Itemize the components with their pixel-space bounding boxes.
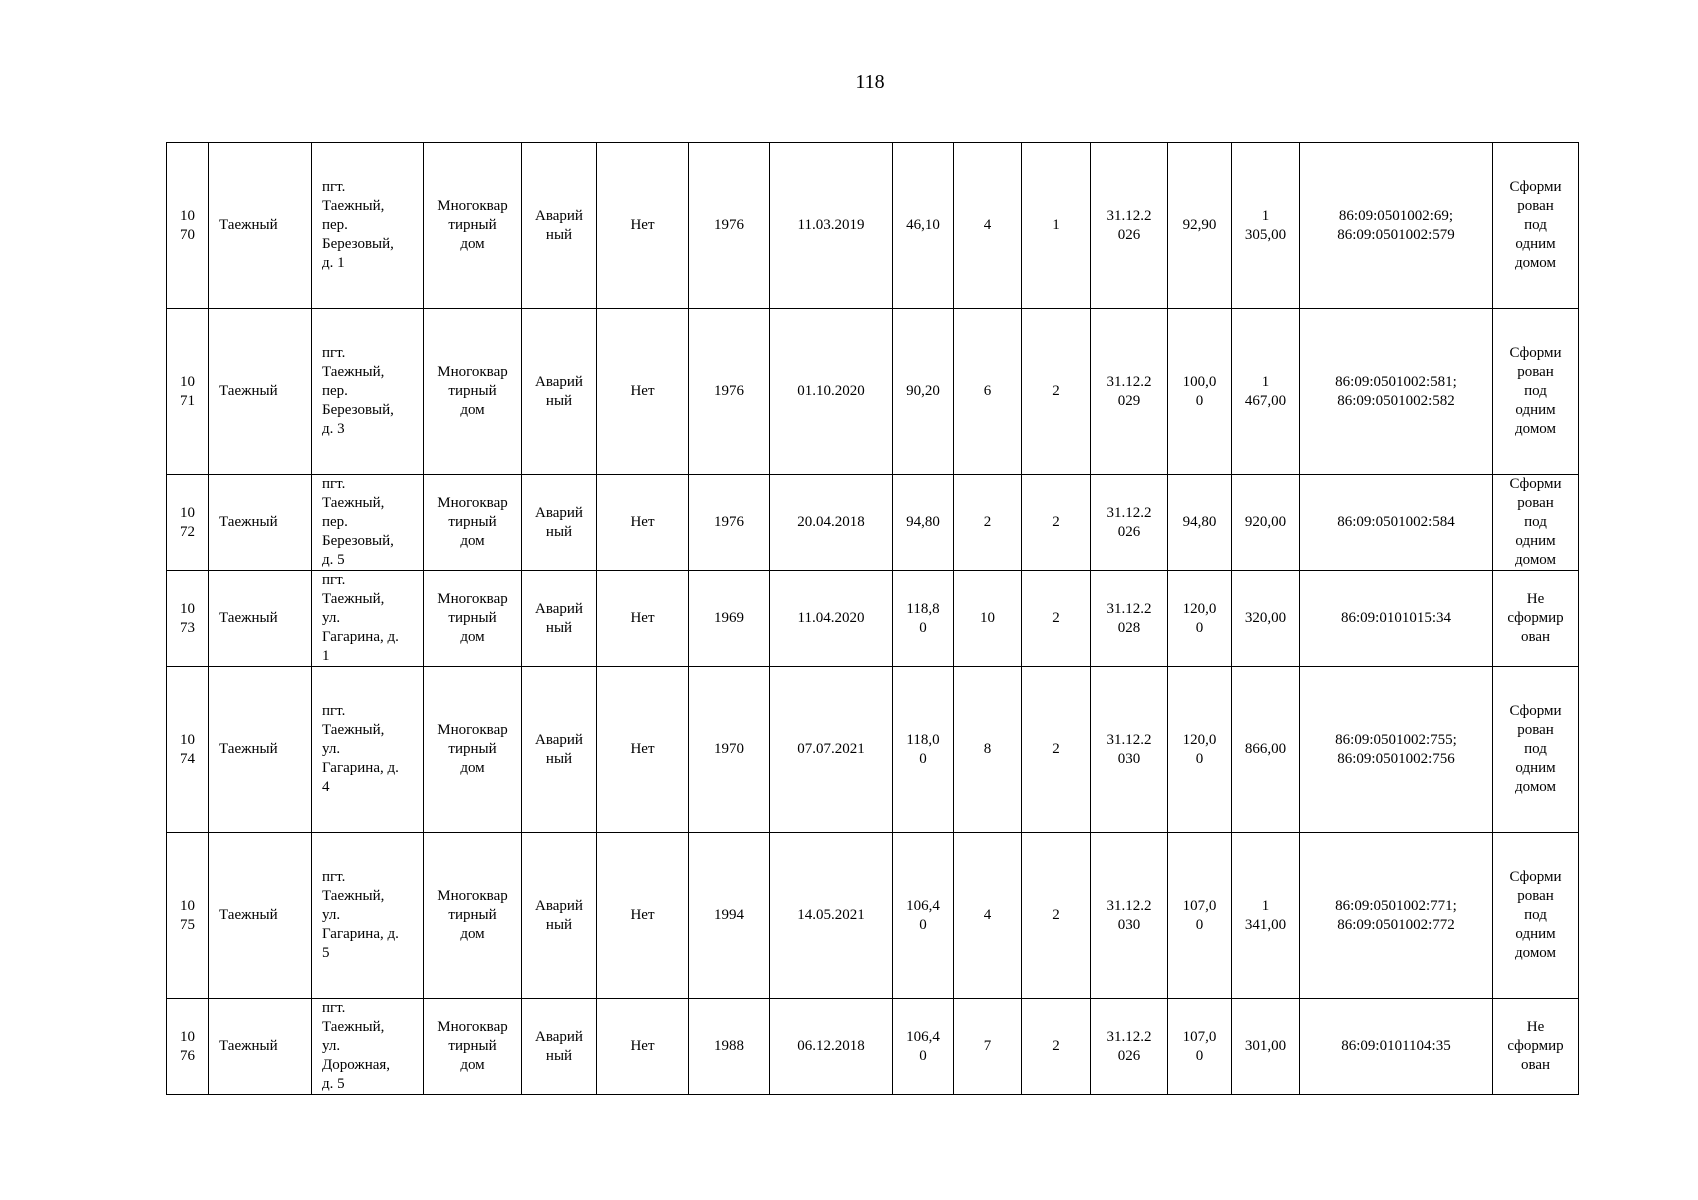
land-status-cell-line: домом <box>1514 779 1557 795</box>
settlement-cell: Таежный <box>209 571 312 667</box>
settlement-cell: Таежный <box>209 475 312 571</box>
address-cell-line: Таежный, <box>322 364 385 380</box>
deadline-cell-line: 029 <box>1117 392 1141 409</box>
building-type-cell-line: Многоквар <box>437 722 508 738</box>
address-cell-line: Таежный, <box>322 722 385 738</box>
recognition-date-cell: 11.04.2020 <box>770 571 893 667</box>
cost-cell <box>1232 475 1300 571</box>
row-number-cell <box>167 999 209 1095</box>
land-status-cell-line: домом <box>1514 945 1557 961</box>
table-row <box>167 571 1579 667</box>
cost-cell-line: 1 <box>1261 897 1270 914</box>
building-type-cell-line: тирный <box>448 1038 497 1054</box>
cadastral-number-cell <box>1300 999 1493 1095</box>
area-total-cell <box>1168 143 1232 309</box>
land-status-cell-line: рован <box>1517 495 1554 511</box>
residents-cell: 8 <box>954 667 1022 833</box>
land-status-cell <box>1493 475 1579 571</box>
area-cell <box>893 833 954 999</box>
row-number-cell-line: 76 <box>180 1047 195 1064</box>
condition-cell-line: ный <box>545 523 573 540</box>
condition-cell-line: Аварий <box>535 373 583 390</box>
address-cell <box>312 833 424 999</box>
area-cell-line: 90,20 <box>906 383 940 399</box>
building-type-cell-line: дом <box>460 760 485 776</box>
flag-cell: Нет <box>597 999 689 1095</box>
condition-cell-line: ный <box>545 619 573 636</box>
flag-cell: Нет <box>597 571 689 667</box>
condition-cell <box>522 309 597 475</box>
cadastral-number-cell <box>1300 309 1493 475</box>
row-number-cell <box>167 309 209 475</box>
area-total-cell <box>1168 999 1232 1095</box>
units-cell: 2 <box>1022 571 1091 667</box>
row-number-cell-line: 10 <box>180 373 195 390</box>
cost-cell-line: 341,00 <box>1244 916 1287 933</box>
row-number-cell <box>167 475 209 571</box>
cost-cell <box>1232 833 1300 999</box>
condition-cell <box>522 571 597 667</box>
address-cell-line: Березовый, <box>322 402 394 418</box>
cadastral-number-cell-line: 86:09:0501002:582 <box>1337 392 1455 409</box>
building-type-cell-line: дом <box>460 926 485 942</box>
address-cell-line: пгт. <box>322 572 346 588</box>
cost-cell <box>1232 667 1300 833</box>
cadastral-number-cell <box>1300 143 1493 309</box>
land-status-cell <box>1493 667 1579 833</box>
building-type-cell-line: тирный <box>448 907 497 923</box>
year-built-cell: 1976 <box>689 143 770 309</box>
year-built-cell: 1976 <box>689 309 770 475</box>
cost-cell <box>1232 309 1300 475</box>
land-status-cell-line: сформир <box>1507 610 1564 626</box>
residents-cell: 6 <box>954 309 1022 475</box>
table-row <box>167 309 1579 475</box>
area-total-cell <box>1168 309 1232 475</box>
condition-cell-line: Аварий <box>535 897 583 914</box>
condition-cell <box>522 833 597 999</box>
row-number-cell <box>167 833 209 999</box>
deadline-cell-line: 030 <box>1117 750 1141 767</box>
address-cell-line: Таежный, <box>322 591 385 607</box>
deadline-cell <box>1091 571 1168 667</box>
area-total-cell-line: 94,80 <box>1182 514 1217 530</box>
table-row <box>167 833 1579 999</box>
address-cell-line: Таежный, <box>322 1019 385 1035</box>
cost-cell-line: 301,00 <box>1244 1038 1287 1054</box>
deadline-cell-line: 030 <box>1117 916 1141 933</box>
condition-cell-line: ный <box>545 750 573 767</box>
deadline-cell-line: 026 <box>1117 226 1141 243</box>
address-cell-line: Березовый, <box>322 236 394 252</box>
units-cell: 1 <box>1022 143 1091 309</box>
residents-cell: 10 <box>954 571 1022 667</box>
table-row <box>167 143 1579 309</box>
area-cell <box>893 999 954 1095</box>
address-cell-line: д. 5 <box>322 552 345 568</box>
row-number-cell-line: 73 <box>180 619 195 636</box>
settlement-cell: Таежный <box>209 667 312 833</box>
units-cell: 2 <box>1022 999 1091 1095</box>
cost-cell-line: 866,00 <box>1244 741 1287 757</box>
area-cell-line: 0 <box>919 916 927 933</box>
building-type-cell-line: тирный <box>448 383 497 399</box>
area-cell-line: 106,4 <box>906 1028 940 1045</box>
area-total-cell <box>1168 475 1232 571</box>
area-cell-line: 0 <box>919 1047 927 1064</box>
area-cell <box>893 667 954 833</box>
residents-cell: 7 <box>954 999 1022 1095</box>
row-number-cell-line: 10 <box>180 1028 195 1045</box>
building-type-cell-line: Многоквар <box>437 495 508 511</box>
land-status-cell-line: Сформи <box>1509 869 1562 885</box>
deadline-cell-line: 028 <box>1117 619 1141 636</box>
area-cell-line: 46,10 <box>906 217 940 233</box>
area-cell-line: 0 <box>919 750 927 767</box>
land-status-cell-line: Сформи <box>1509 345 1562 361</box>
building-type-cell-line: тирный <box>448 514 497 530</box>
area-total-cell-line: 107,0 <box>1182 1028 1217 1045</box>
building-type-cell-line: дом <box>460 402 485 418</box>
row-number-cell-line: 10 <box>180 504 195 521</box>
table-row <box>167 667 1579 833</box>
land-status-cell-line: рован <box>1517 888 1554 904</box>
cadastral-number-cell <box>1300 475 1493 571</box>
area-total-cell-line: 0 <box>1195 392 1204 409</box>
address-cell <box>312 475 424 571</box>
cadastral-number-cell <box>1300 833 1493 999</box>
address-cell-line: д. 1 <box>322 255 345 271</box>
cadastral-number-cell <box>1300 667 1493 833</box>
deadline-cell <box>1091 309 1168 475</box>
page-number: 118 <box>855 71 885 93</box>
year-built-cell: 1970 <box>689 667 770 833</box>
cadastral-number-cell-line: 86:09:0501002:772 <box>1337 916 1455 933</box>
address-cell-line: Гагарина, д. <box>322 760 399 776</box>
cadastral-number-cell-line: 86:09:0101015:34 <box>1340 610 1451 626</box>
address-cell-line: 1 <box>322 648 330 664</box>
area-cell <box>893 475 954 571</box>
units-cell: 2 <box>1022 667 1091 833</box>
land-status-cell-line: домом <box>1514 421 1557 437</box>
land-status-cell-line: одним <box>1515 760 1556 776</box>
land-status-cell-line: под <box>1524 383 1547 399</box>
land-status-cell <box>1493 999 1579 1095</box>
row-number-cell-line: 10 <box>180 207 195 224</box>
address-cell-line: 4 <box>322 779 330 795</box>
condition-cell-line: Аварий <box>535 207 583 224</box>
address-cell <box>312 571 424 667</box>
units-cell: 2 <box>1022 475 1091 571</box>
address-cell-line: Таежный, <box>322 495 385 511</box>
row-number-cell <box>167 571 209 667</box>
residents-cell: 4 <box>954 833 1022 999</box>
row-number-cell-line: 71 <box>180 392 195 409</box>
cost-cell <box>1232 571 1300 667</box>
area-total-cell-line: 0 <box>1195 1047 1204 1064</box>
building-type-cell-line: Многоквар <box>437 591 508 607</box>
address-cell-line: Таежный, <box>322 888 385 904</box>
recognition-date-cell: 20.04.2018 <box>770 475 893 571</box>
land-status-cell-line: рован <box>1517 364 1554 380</box>
cost-cell-line: 1 <box>1261 207 1270 224</box>
area-cell-line: 118,0 <box>906 731 940 748</box>
deadline-cell <box>1091 999 1168 1095</box>
cost-cell <box>1232 143 1300 309</box>
address-cell-line: Дорожная, <box>322 1057 391 1073</box>
building-type-cell <box>424 667 522 833</box>
building-type-cell-line: дом <box>460 533 485 549</box>
deadline-cell <box>1091 833 1168 999</box>
residents-cell: 2 <box>954 475 1022 571</box>
flag-cell: Нет <box>597 833 689 999</box>
area-total-cell-line: 107,0 <box>1182 897 1217 914</box>
flag-cell: Нет <box>597 475 689 571</box>
land-status-cell-line: сформир <box>1507 1038 1564 1054</box>
building-type-cell <box>424 571 522 667</box>
cadastral-number-cell <box>1300 571 1493 667</box>
land-status-cell-line: одним <box>1515 926 1556 942</box>
building-type-cell-line: дом <box>460 236 485 252</box>
address-cell-line: 5 <box>322 945 330 961</box>
building-type-cell-line: тирный <box>448 610 497 626</box>
area-total-cell <box>1168 667 1232 833</box>
condition-cell-line: Аварий <box>535 504 583 521</box>
deadline-cell-line: 31.12.2 <box>1106 207 1152 224</box>
address-cell-line: ул. <box>322 610 341 626</box>
land-status-cell-line: одним <box>1515 533 1556 549</box>
area-cell-line: 94,80 <box>906 514 940 530</box>
address-cell-line: пгт. <box>322 476 346 492</box>
land-status-cell-line: ован <box>1520 1057 1551 1073</box>
address-cell-line: пгт. <box>322 703 346 719</box>
address-cell <box>312 667 424 833</box>
address-cell-line: ул. <box>322 741 341 757</box>
building-type-cell-line: Многоквар <box>437 1019 508 1035</box>
deadline-cell-line: 31.12.2 <box>1106 600 1152 617</box>
deadline-cell <box>1091 475 1168 571</box>
land-status-cell-line: под <box>1524 514 1547 530</box>
flag-cell: Нет <box>597 143 689 309</box>
deadline-cell-line: 026 <box>1117 523 1141 540</box>
land-status-cell-line: под <box>1524 907 1547 923</box>
area-total-cell-line: 0 <box>1195 750 1204 767</box>
settlement-cell: Таежный <box>209 833 312 999</box>
condition-cell-line: Аварий <box>535 600 583 617</box>
cadastral-number-cell-line: 86:09:0501002:69; <box>1338 207 1454 224</box>
deadline-cell <box>1091 667 1168 833</box>
land-status-cell-line: под <box>1524 741 1547 757</box>
area-total-cell <box>1168 833 1232 999</box>
land-status-cell-line: ован <box>1520 629 1551 645</box>
land-status-cell-line: Сформи <box>1509 179 1562 195</box>
condition-cell <box>522 475 597 571</box>
area-total-cell-line: 92,90 <box>1182 217 1217 233</box>
deadline-cell-line: 31.12.2 <box>1106 897 1152 914</box>
address-cell-line: Березовый, <box>322 533 394 549</box>
settlement-cell: Таежный <box>209 309 312 475</box>
recognition-date-cell: 14.05.2021 <box>770 833 893 999</box>
cost-cell-line: 920,00 <box>1244 514 1287 530</box>
year-built-cell: 1988 <box>689 999 770 1095</box>
deadline-cell-line: 31.12.2 <box>1106 504 1152 521</box>
address-cell-line: пгт. <box>322 1000 346 1016</box>
condition-cell <box>522 999 597 1095</box>
address-cell-line: пер. <box>322 383 348 399</box>
building-type-cell-line: тирный <box>448 741 497 757</box>
deadline-cell <box>1091 143 1168 309</box>
land-status-cell <box>1493 833 1579 999</box>
recognition-date-cell: 01.10.2020 <box>770 309 893 475</box>
recognition-date-cell: 11.03.2019 <box>770 143 893 309</box>
land-status-cell <box>1493 571 1579 667</box>
area-total-cell <box>1168 571 1232 667</box>
address-cell <box>312 143 424 309</box>
condition-cell-line: Аварий <box>535 1028 583 1045</box>
table-row <box>167 999 1579 1095</box>
land-status-cell-line: рован <box>1517 198 1554 214</box>
land-status-cell-line: домом <box>1514 255 1557 271</box>
row-number-cell-line: 10 <box>180 731 195 748</box>
cadastral-number-cell-line: 86:09:0501002:584 <box>1337 514 1455 530</box>
row-number-cell-line: 75 <box>180 916 195 933</box>
building-type-cell <box>424 143 522 309</box>
address-cell <box>312 999 424 1095</box>
area-total-cell-line: 0 <box>1195 619 1204 636</box>
year-built-cell: 1994 <box>689 833 770 999</box>
cadastral-number-cell-line: 86:09:0501002:579 <box>1337 226 1455 243</box>
row-number-cell-line: 10 <box>180 897 195 914</box>
condition-cell <box>522 143 597 309</box>
condition-cell-line: ный <box>545 1047 573 1064</box>
cadastral-number-cell-line: 86:09:0501002:756 <box>1337 750 1455 767</box>
housing-registry-table <box>166 142 1579 1095</box>
building-type-cell-line: дом <box>460 629 485 645</box>
area-total-cell-line: 100,0 <box>1182 373 1217 390</box>
building-type-cell <box>424 999 522 1095</box>
building-type-cell-line: тирный <box>448 217 497 233</box>
land-status-cell <box>1493 309 1579 475</box>
building-type-cell <box>424 475 522 571</box>
address-cell-line: ул. <box>322 1038 341 1054</box>
land-status-cell-line: одним <box>1515 402 1556 418</box>
address-cell-line: пгт. <box>322 869 346 885</box>
building-type-cell-line: дом <box>460 1057 485 1073</box>
land-status-cell-line: домом <box>1514 552 1557 568</box>
address-cell-line: Гагарина, д. <box>322 926 399 942</box>
settlement-cell: Таежный <box>209 999 312 1095</box>
land-status-cell-line: Сформи <box>1509 476 1562 492</box>
building-type-cell <box>424 833 522 999</box>
area-total-cell-line: 120,0 <box>1182 600 1217 617</box>
table-row <box>167 475 1579 571</box>
cadastral-number-cell-line: 86:09:0501002:581; <box>1335 373 1457 390</box>
land-status-cell-line: Не <box>1526 1019 1545 1035</box>
cost-cell-line: 305,00 <box>1244 226 1287 243</box>
row-number-cell-line: 70 <box>180 226 195 243</box>
building-type-cell-line: Многоквар <box>437 888 508 904</box>
area-cell <box>893 309 954 475</box>
condition-cell <box>522 667 597 833</box>
address-cell-line: пер. <box>322 217 348 233</box>
address-cell-line: пгт. <box>322 179 346 195</box>
address-cell-line: д. 3 <box>322 421 345 437</box>
area-cell-line: 118,8 <box>906 600 940 617</box>
flag-cell: Нет <box>597 309 689 475</box>
deadline-cell-line: 31.12.2 <box>1106 373 1152 390</box>
year-built-cell: 1969 <box>689 571 770 667</box>
area-total-cell-line: 120,0 <box>1182 731 1217 748</box>
units-cell: 2 <box>1022 833 1091 999</box>
condition-cell-line: ный <box>545 226 573 243</box>
area-cell <box>893 143 954 309</box>
deadline-cell-line: 026 <box>1117 1047 1141 1064</box>
address-cell <box>312 309 424 475</box>
address-cell-line: д. 5 <box>322 1076 345 1092</box>
area-cell <box>893 571 954 667</box>
cost-cell-line: 1 <box>1261 373 1270 390</box>
row-number-cell-line: 10 <box>180 600 195 617</box>
flag-cell: Нет <box>597 667 689 833</box>
cadastral-number-cell-line: 86:09:0501002:771; <box>1335 897 1457 914</box>
condition-cell-line: Аварий <box>535 731 583 748</box>
row-number-cell <box>167 667 209 833</box>
recognition-date-cell: 07.07.2021 <box>770 667 893 833</box>
land-status-cell-line: одним <box>1515 236 1556 252</box>
land-status-cell-line: Не <box>1526 591 1545 607</box>
cadastral-number-cell-line: 86:09:0101104:35 <box>1341 1038 1451 1054</box>
cost-cell-line: 320,00 <box>1244 610 1287 626</box>
land-status-cell-line: рован <box>1517 722 1554 738</box>
building-type-cell <box>424 309 522 475</box>
land-status-cell-line: под <box>1524 217 1547 233</box>
building-type-cell-line: Многоквар <box>437 198 508 214</box>
cost-cell-line: 467,00 <box>1244 392 1287 409</box>
deadline-cell-line: 31.12.2 <box>1106 731 1152 748</box>
table-body <box>167 143 1579 1095</box>
condition-cell-line: ный <box>545 916 573 933</box>
recognition-date-cell: 06.12.2018 <box>770 999 893 1095</box>
address-cell-line: Таежный, <box>322 198 385 214</box>
address-cell-line: Гагарина, д. <box>322 629 399 645</box>
area-cell-line: 106,4 <box>906 897 940 914</box>
settlement-cell: Таежный <box>209 143 312 309</box>
deadline-cell-line: 31.12.2 <box>1106 1028 1152 1045</box>
building-type-cell-line: Многоквар <box>437 364 508 380</box>
condition-cell-line: ный <box>545 392 573 409</box>
units-cell: 2 <box>1022 309 1091 475</box>
address-cell-line: пер. <box>322 514 348 530</box>
land-status-cell <box>1493 143 1579 309</box>
cadastral-number-cell-line: 86:09:0501002:755; <box>1335 731 1457 748</box>
address-cell-line: пгт. <box>322 345 346 361</box>
address-cell-line: ул. <box>322 907 341 923</box>
area-cell-line: 0 <box>919 619 927 636</box>
residents-cell: 4 <box>954 143 1022 309</box>
row-number-cell-line: 72 <box>180 523 195 540</box>
year-built-cell: 1976 <box>689 475 770 571</box>
row-number-cell <box>167 143 209 309</box>
land-status-cell-line: Сформи <box>1509 703 1562 719</box>
area-total-cell-line: 0 <box>1195 916 1204 933</box>
row-number-cell-line: 74 <box>180 750 195 767</box>
cost-cell <box>1232 999 1300 1095</box>
